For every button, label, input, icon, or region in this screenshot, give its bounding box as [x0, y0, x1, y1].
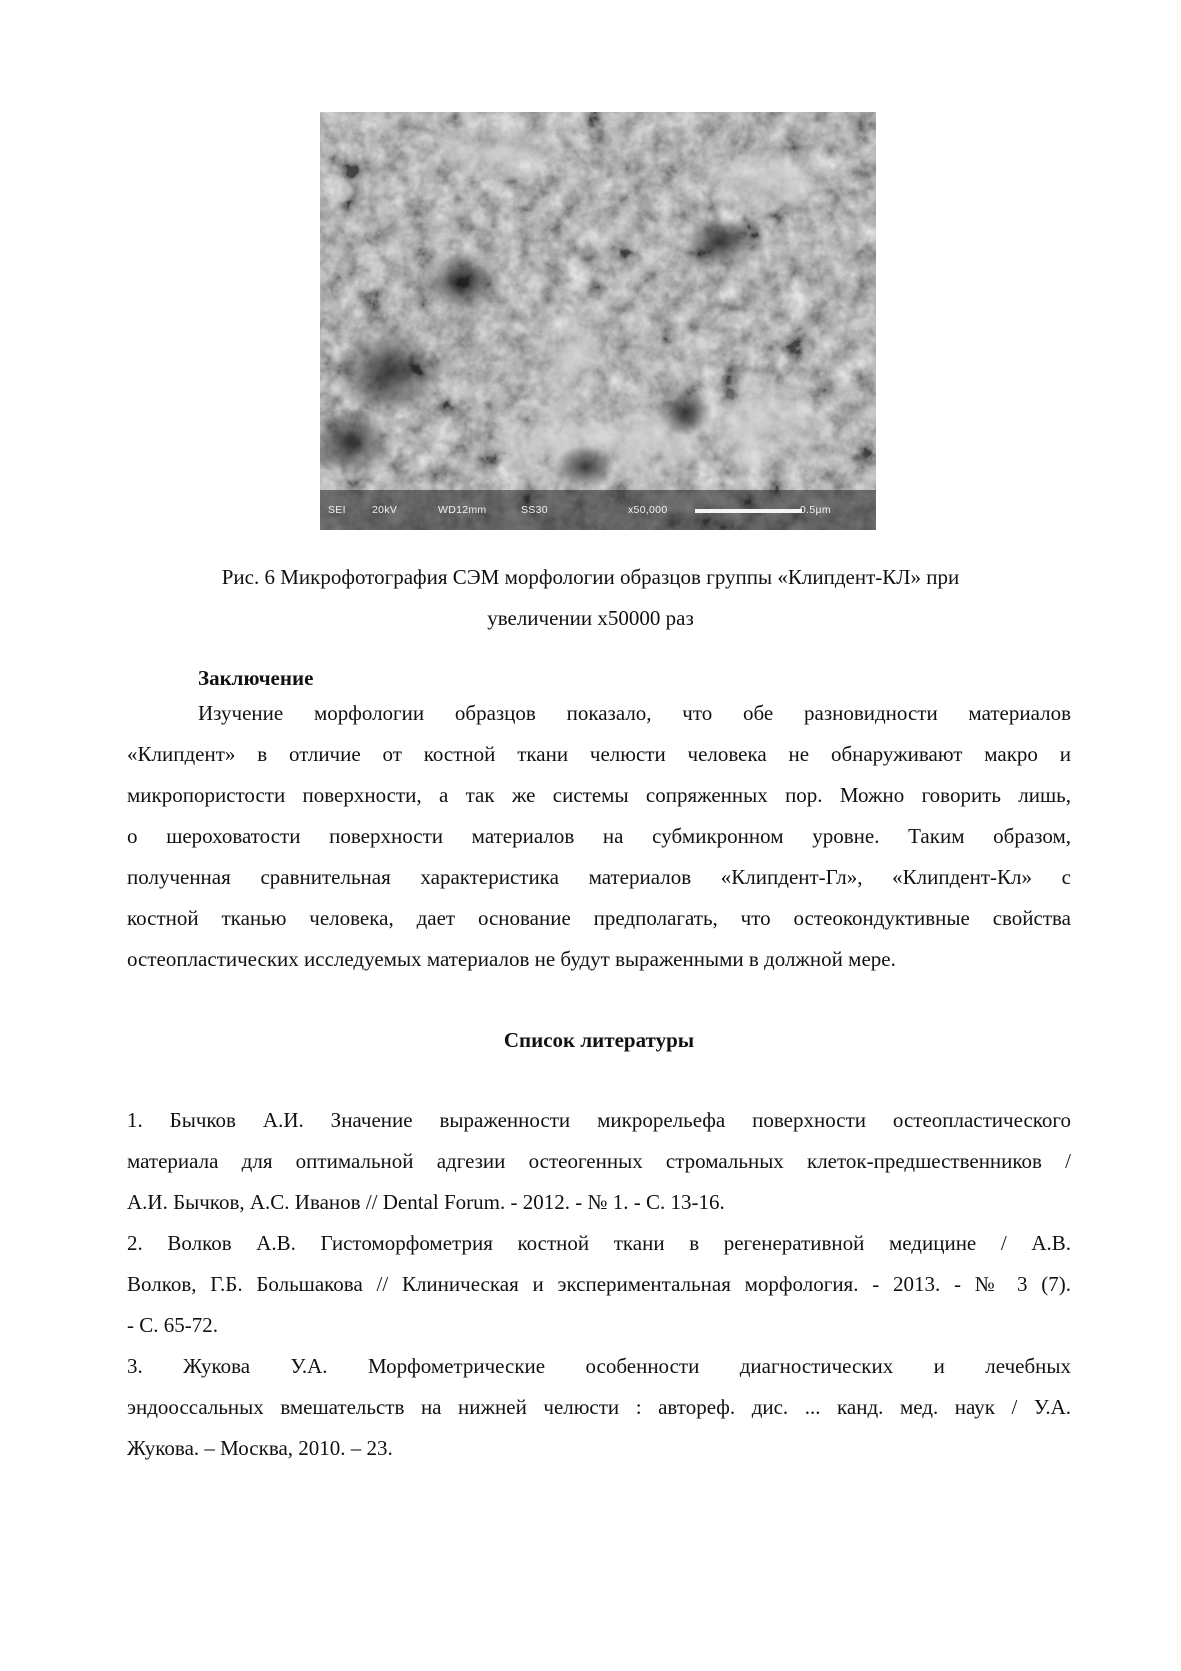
conclusion-line: микропористости поверхности, а так же системы сопряженных пор. Можно говорить лишь, [127, 783, 1071, 807]
conclusion-line: о шероховатости поверхности материалов на субмикронном уровне. Таким образом, [127, 824, 1071, 848]
conclusion-line: полученная сравнительная характеристика материалов «Клипдент-Гл», «Клипдент-Кл» с [127, 865, 1071, 889]
conclusion-line: «Клипдент» в отличие от костной ткани челюсти человека не обнаруживают макро и [127, 742, 1071, 766]
sem-scale-bar [695, 509, 802, 513]
conclusion-line: Изучение морфологии образцов показало, что обе разновидности материалов [198, 701, 1071, 725]
sem-working-distance: WD12mm [438, 504, 487, 516]
reference-line: материала для оптимальной адгезии остеогенных стромальных клеток-предшественников / [127, 1149, 1071, 1173]
figure-caption-line-2: увеличении x50000 раз [487, 606, 694, 630]
conclusion-line: остеопластических исследуемых материалов не будут выраженными в должной мере. [127, 947, 896, 971]
sem-detector: SEI [328, 504, 346, 516]
reference-line: 1. Бычков А.И. Значение выраженности микрорельефа поверхности остеопластического [127, 1108, 1071, 1132]
reference-line: эндооссальных вмешательств на нижней челюсти : автореф. дис. ... канд. мед. наук / У.А. [127, 1395, 1071, 1419]
reference-line: 3. Жукова У.А. Морфометрические особенности диагностических и лечебных [127, 1354, 1071, 1378]
reference-line: А.И. Бычков, А.С. Иванов // Dental Forum. - 2012. - № 1. - С. 13-16. [127, 1190, 725, 1214]
sem-magnification: x50,000 [628, 504, 668, 516]
reference-line: 2. Волков А.В. Гистоморфометрия костной ткани в регенеративной медицине / А.В. [127, 1231, 1071, 1255]
conclusion-heading: Заключение [198, 666, 314, 690]
sem-micrograph [320, 112, 876, 530]
conclusion-line: костной тканью человека, дает основание предполагать, что остеокондуктивные свойства [127, 906, 1071, 930]
sem-databar [320, 490, 876, 530]
sem-texture-image [320, 112, 876, 530]
reference-line: - С. 65-72. [127, 1313, 218, 1337]
sem-scale-label: 0.5μm [800, 504, 831, 516]
reference-line: Волков, Г.Б. Большакова // Клиническая и экспериментальная морфология. - 2013. - № 3 (7). [127, 1272, 1071, 1296]
sem-spot-size: SS30 [521, 504, 548, 516]
references-heading: Список литературы [503, 1028, 695, 1052]
reference-line: Жукова. – Москва, 2010. – 23. [127, 1436, 393, 1460]
sem-voltage: 20kV [372, 504, 398, 516]
figure-caption-line-1: Рис. 6 Микрофотография СЭМ морфологии образцов группы «Клипдент-КЛ» при [221, 565, 960, 589]
